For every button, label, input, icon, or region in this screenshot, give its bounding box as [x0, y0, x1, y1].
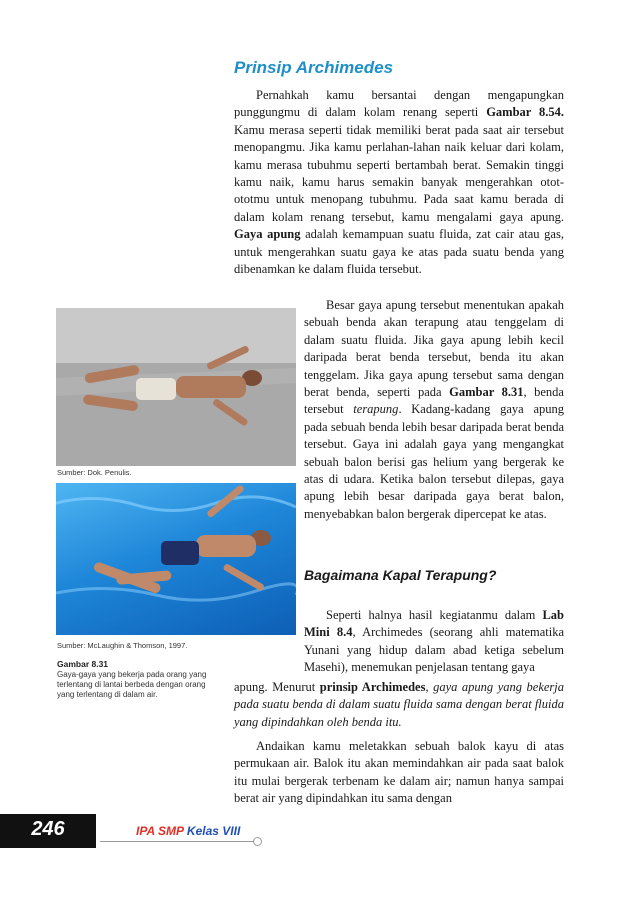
paragraph-archimedes-1 — [304, 607, 564, 677]
paragraph-archimedes-2 — [234, 679, 564, 731]
text-run: terapung — [353, 402, 399, 417]
section-title: Prinsip Archimedes — [234, 58, 394, 77]
figure-caption-text: Gaya-gaya yang bekerja pada orang yang terlentang di lantai berbeda dengan orang yang terlentang di dalam air. — [57, 670, 207, 699]
footer-book-label — [136, 824, 240, 838]
footer-kelas: Kelas VIII — [186, 824, 241, 838]
paragraph-buoyancy — [304, 297, 564, 523]
footer-smp: SMP — [158, 824, 184, 838]
figure-caption-title: Gambar 8.31 — [57, 659, 109, 669]
photo-person-floating — [56, 483, 296, 635]
text-run: apung. Menurut — [234, 680, 320, 694]
photo-person-on-floor — [56, 308, 296, 466]
photo-credit-1: Sumber: Dok. Penulis. — [57, 468, 132, 477]
page-number: 246 — [31, 818, 65, 840]
footer-ipa: IPA — [136, 824, 155, 838]
footer-divider — [100, 841, 254, 842]
subheading-ship: Bagaimana Kapal Terapung? — [304, 567, 497, 583]
text-run: Lab Mini 8.4 — [304, 608, 564, 640]
paragraph-intro — [234, 87, 564, 278]
text-run: Gaya apung — [234, 227, 301, 242]
text-run: . Kadang-kadang gaya apung pada sebuah benda lebih besar daripada berat benda tersebut. Gaya ini adalah gaya yang mengangkat sebuah balon berisi gas helium yang bergerak ke atas di udara. Ketika balon tersebut dilepas, gaya apung lebih besar daripada gaya berat balon, menyebabkan balon bergerak dipercepat ke atas. — [304, 402, 564, 521]
text-run: , gaya apung yang bekerja pada suatu benda di dalam suatu fluida sama dengan berat fluida yang dipindahkan oleh benda itu. — [234, 680, 565, 729]
text-run: prinsip Archimedes — [319, 680, 426, 694]
text-run: Kamu merasa seperti tidak memiliki berat pada saat air tersebut menopangmu. Jika kamu perlahan-lahan naik keluar dari kolam, kamu merasa tubuhmu seperti bertambah berat. Semakin tinggi kamu naik, kamu harus semakin banyak mengerahkan otot-ototmu untuk menopang tubuhmu. Pada saat kamu berada di dalam kolam renang tersebut, kamu mengalami gaya apung. — [234, 122, 564, 224]
text-run: Pernahkah kamu bersantai dengan mengapungkan punggungmu di dalam kolam renang seperti — [234, 88, 564, 120]
text-run: Gambar 8.54. — [486, 105, 564, 120]
text-run: adalah kemampuan suatu fluida, zat cair atau gas, untuk mengerahkan suatu gaya ke atas pada suatu benda yang dibenamkan ke dalam fluida tersebut. — [234, 227, 564, 277]
text-run: Seperti halnya hasil kegiatanmu dalam — [326, 608, 543, 622]
text-run: Andaikan kamu meletakkan sebuah balok kayu di atas permukaan air. Balok itu akan memindahkan air pada saat balok itu mulai bergerak terbenam ke dalam air; namun hanya sampai berat air yang dipindahkan itu sama dengan — [234, 739, 564, 806]
text-run: , benda tersebut — [304, 385, 564, 417]
footer-circle-ornament — [253, 837, 262, 846]
photo-credit-2: Sumber: McLaughin & Thomson, 1997. — [57, 641, 188, 650]
text-run: Gambar 8.31 — [449, 385, 524, 400]
text-run: Besar gaya apung tersebut menentukan apakah sebuah benda akan terapung atau tenggelam di dalam suatu fluida. Jika gaya apung lebih kecil daripada berat benda tersebut, benda itu akan tenggelam. Jika gaya apung tersebut sama dengan berat benda, seperti pada — [304, 298, 564, 400]
text-run: , Archimedes (seorang ahli matematika Yunani yang hidup dalam abad ketiga sebelum Masehi), menemukan penjelasan tentang gaya — [304, 625, 565, 675]
paragraph-block-example — [234, 738, 564, 808]
